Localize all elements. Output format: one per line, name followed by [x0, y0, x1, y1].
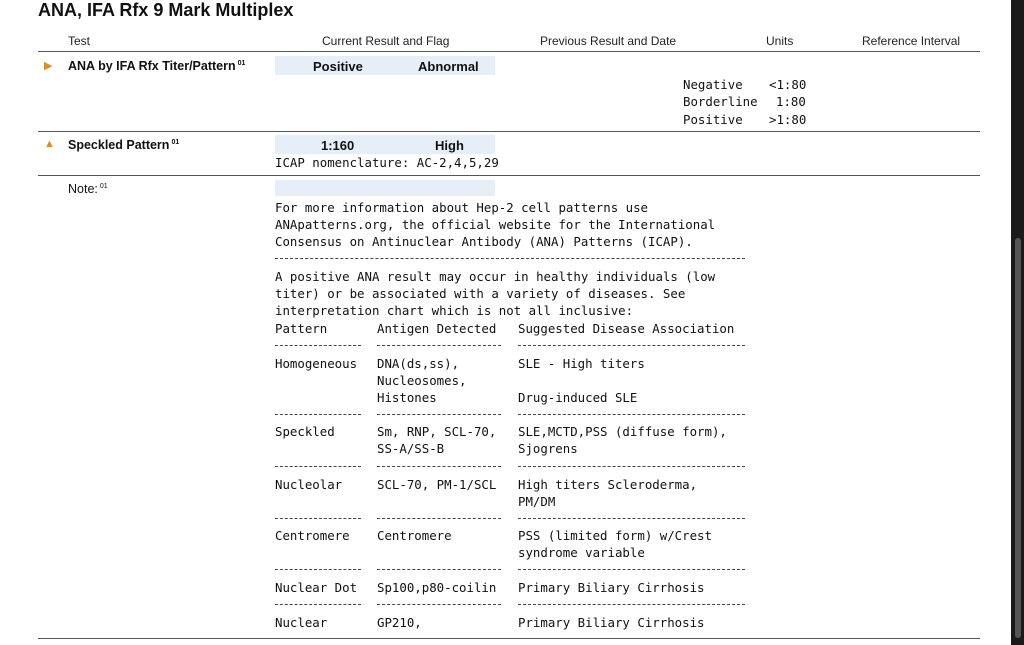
ref-value: <1:80 [769, 77, 807, 92]
pattern-name: Nuclear [275, 615, 328, 630]
antigen-line: Histones [377, 390, 437, 405]
dashed-divider [275, 604, 361, 605]
footnote-ref: 01 [99, 182, 108, 190]
dashed-divider [377, 604, 501, 605]
dashed-divider [518, 604, 745, 605]
pattern-name: Speckled [275, 424, 335, 439]
ref-value: >1:80 [769, 112, 807, 127]
disease-line: SLE,MCTD,PSS (diffuse form), [518, 424, 727, 439]
note-label [68, 182, 108, 196]
disease-line: SLE - High titers [518, 356, 645, 371]
dashed-divider [518, 466, 745, 467]
table-header-disease: Suggested Disease Association [518, 321, 735, 336]
disease-line: Drug-induced SLE [518, 390, 638, 405]
dashed-divider [275, 345, 361, 346]
dashed-divider [275, 258, 745, 259]
antigen-line: GP210, [377, 615, 422, 630]
col-header-reference: Reference Interval [862, 34, 961, 48]
disease-line: PM/DM [518, 494, 556, 509]
row-divider [38, 131, 980, 132]
pattern-name: Nuclear Dot [275, 580, 358, 595]
note-highlight [275, 180, 495, 196]
dashed-divider [518, 345, 745, 346]
table-header-antigen: Antigen Detected [377, 321, 497, 336]
pattern-name: Nucleolar [275, 477, 343, 492]
dashed-divider [275, 569, 361, 570]
col-header-current: Current Result and Flag [322, 34, 450, 48]
dashed-divider [518, 569, 745, 570]
flag-arrow-icon: ▶ [44, 60, 53, 72]
test-name [68, 138, 179, 152]
warning-triangle-icon: ▲ [44, 138, 55, 150]
footnote-ref: 01 [237, 59, 246, 67]
header-divider [38, 51, 980, 52]
dashed-divider [377, 569, 501, 570]
test-name [68, 59, 245, 73]
dashed-divider [518, 518, 745, 519]
note-line: ANApatterns.org, the official website for the International [275, 217, 716, 232]
pattern-name: Centromere [275, 528, 350, 543]
antigen-line: SS-A/SS-B [377, 441, 445, 456]
pattern-name: Homogeneous [275, 356, 358, 371]
row-divider [38, 175, 980, 176]
dashed-divider [275, 414, 361, 415]
antigen-line: Nucleosomes, [377, 373, 467, 388]
scrollbar-thumb[interactable] [1015, 238, 1021, 638]
dashed-divider [377, 518, 501, 519]
test-name-text: ANA by IFA Rfx Titer/Pattern [68, 59, 236, 73]
antigen-line: SCL-70, PM-1/SCL [377, 477, 497, 492]
note-line: Consensus on Antinuclear Antibody (ANA) Patterns (ICAP). [275, 234, 693, 249]
result-flag: Abnormal [418, 59, 479, 74]
note-line: For more information about Hep-2 cell patterns use [275, 200, 648, 215]
note-label-text: Note: [68, 182, 98, 196]
disease-line: High titers Scleroderma, [518, 477, 698, 492]
result-value: Positive [313, 59, 363, 74]
footnote-ref: 01 [171, 138, 180, 146]
ref-value: 1:80 [776, 94, 806, 109]
antigen-line: Sp100,p80-coilin [377, 580, 497, 595]
icap-nomenclature: ICAP nomenclature: AC-2,4,5,29 [275, 155, 499, 170]
dashed-divider [275, 518, 361, 519]
disease-line: PSS (limited form) w/Crest [518, 528, 712, 543]
ref-label: Positive [683, 112, 743, 127]
table-header-pattern: Pattern [275, 321, 328, 336]
disease-line: Primary Biliary Cirrhosis [518, 615, 705, 630]
bottom-divider [38, 638, 980, 639]
dashed-divider [377, 466, 501, 467]
col-header-previous: Previous Result and Date [540, 34, 677, 48]
antigen-line: Sm, RNP, SCL-70, [377, 424, 497, 439]
dashed-divider [275, 466, 361, 467]
antigen-line: Centromere [377, 528, 452, 543]
ref-label: Negative [683, 77, 743, 92]
disease-line: Primary Biliary Cirrhosis [518, 580, 705, 595]
note-line: titer) or be associated with a variety of diseases. See [275, 286, 686, 301]
dashed-divider [377, 414, 501, 415]
note-line: A positive ANA result may occur in healthy individuals (low [275, 269, 716, 284]
col-header-units: Units [766, 34, 794, 48]
col-header-test: Test [68, 34, 91, 48]
result-flag: High [435, 138, 464, 153]
disease-line: syndrome variable [518, 545, 645, 560]
dashed-divider [377, 345, 501, 346]
dashed-divider [518, 414, 745, 415]
report-title: ANA, IFA Rfx 9 Mark Multiplex [38, 0, 294, 20]
disease-line: Sjogrens [518, 441, 578, 456]
antigen-line: DNA(ds,ss), [377, 356, 460, 371]
ref-label: Borderline [683, 94, 758, 109]
note-line: interpretation chart which is not all inclusive: [275, 303, 634, 318]
test-name-text: Speckled Pattern [68, 138, 170, 152]
result-value: 1:160 [321, 138, 355, 153]
